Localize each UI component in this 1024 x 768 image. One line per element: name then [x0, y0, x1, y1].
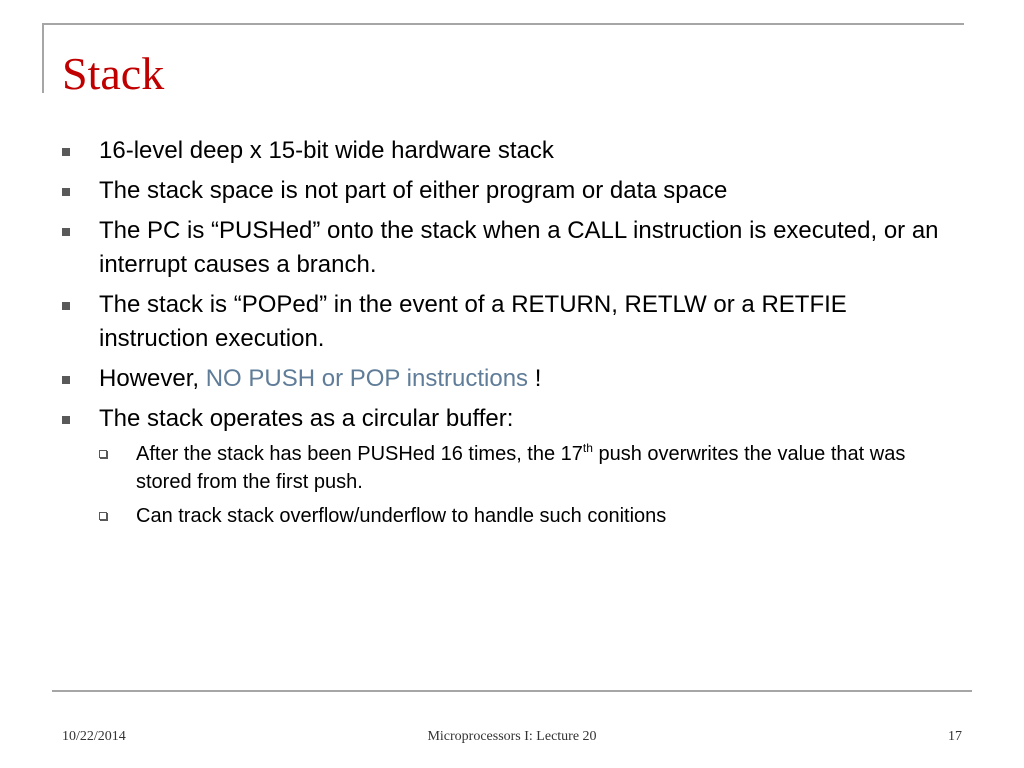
bullet-item [62, 214, 942, 282]
footer-date: 10/22/2014 [62, 729, 126, 744]
bullet-text: The PC is “PUSHed” onto the stack when a CALL instruction is executed, or an interrupt causes a branch. [99, 217, 939, 278]
footer-divider [52, 690, 972, 692]
bullet-item [62, 174, 942, 208]
bullet-text: 16-level deep x 15-bit wide hardware stack [99, 137, 554, 164]
however-prefix: However, [99, 365, 206, 392]
bullet-item-however [62, 362, 942, 396]
frame-top-line [42, 23, 964, 25]
square-bullet-icon [62, 228, 70, 236]
hollow-square-bullet-icon [99, 512, 107, 520]
bullet-list [62, 134, 942, 536]
square-bullet-icon [62, 302, 70, 310]
bullet-text: The stack operates as a circular buffer: [99, 405, 514, 432]
however-suffix: ! [528, 365, 542, 392]
highlight-text: NO PUSH or POP instructions [205, 365, 529, 392]
sub-bullet-item [99, 502, 942, 530]
sub-text-before: After the stack has been PUSHed 16 times, the 17 [136, 443, 583, 465]
square-bullet-icon [62, 148, 70, 156]
frame-left-line [42, 23, 44, 93]
bullet-text: The stack space is not part of either program or data space [99, 177, 728, 204]
slide-title: Stack [62, 48, 165, 99]
bullet-item-circular [62, 402, 942, 530]
square-bullet-icon [62, 376, 70, 384]
sub-bullet-item [99, 440, 942, 496]
square-bullet-icon [62, 188, 70, 196]
sub-text: Can track stack overflow/underflow to handle such conitions [136, 505, 667, 527]
sub-text-after: push overwrites the value that was stored from the first push. [136, 443, 906, 493]
hollow-square-bullet-icon [99, 450, 107, 458]
bullet-text: The stack is “POPed” in the event of a RETURN, RETLW or a RETFIE instruction execution. [99, 291, 847, 352]
bullet-item [62, 134, 942, 168]
superscript: th [582, 441, 593, 455]
footer-title: Microprocessors I: Lecture 20 [427, 729, 597, 744]
sub-bullet-list [99, 440, 942, 530]
square-bullet-icon [62, 416, 70, 424]
bullet-item [62, 288, 942, 356]
page-number: 17 [948, 729, 962, 744]
